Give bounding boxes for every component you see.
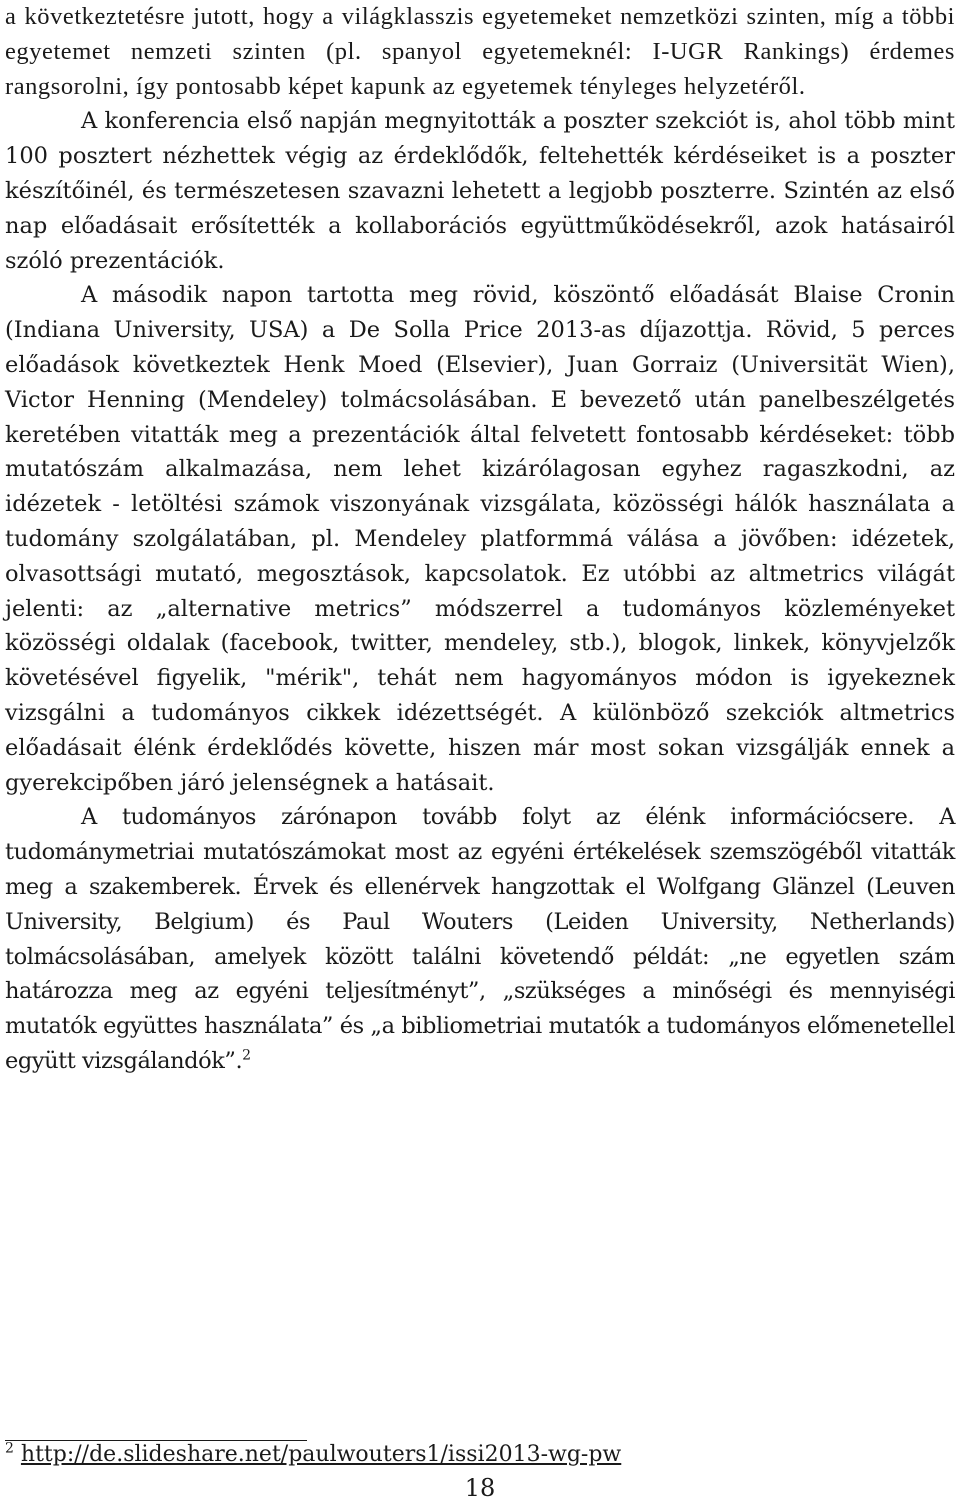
paragraph-4-text: A tudományos zárónapon tovább folyt az élénk információcsere. A tudománymetriai mutatószámokat most az egyéni értékelések szemszögéből vitatták meg a szakemberek. Érvek és ellenérvek hangzottak el Wolfgang Glänzel (Leuven University, Belgium) és Paul Wouters (Leiden University, Netherlands) tolmácsolásában, amelyek között találni követendő példát: „ne egyetlen szám határozza meg az egyéni teljesítményt”, „szükséges a minőségi és mennyiségi mutatók együttes használata” és „a bibliometriai mutatók a tudományos előmenetellel együtt vizsgálandók”. [5,804,955,1074]
footnote [5,1440,621,1470]
document-page [5,0,955,1079]
footnote-marker: 2 [5,1440,14,1457]
footnote-reference[interactable]: 2 [242,1047,251,1064]
paragraph-3: A második napon tartotta meg rövid, köszöntő előadását Blaise Cronin (Indiana University, USA) a De Solla Price 2013-as díjazottja. Rövid, 5 perces előadások következtek Henk Moed (Elsevier), Juan Gorraiz (Universität Wien), Victor Henning (Mendeley) tolmácsolásában. E bevezető után panelbeszélgetés keretében vitatták meg a prezentációk által felvetett fontosabb kérdéseket: több mutatószám alkalmazása, nem lehet kizárólagosan egyhez ragaszkodni, az idézetek - letöltési számok viszonyának vizsgálata, közösségi hálók használata a tudomány szolgálatában, pl. Mendeley platformmá válása a jövőben: idézetek, olvasottsági mutató, megosztások, kapcsolatok. Ez utóbbi az altmetrics világát jelenti: az „alternative metrics” módszerrel a tudományos közleményeket közösségi oldalak (facebook, twitter, mendeley, stb.), blogok, linkek, könyvjelzők követésével figyelik, "mérik", tehát nem hagyományos módon is igyekeznek vizsgálni a tudományos cikkek idézettségét. A különböző szekciók altmetrics előadásait élénk érdeklődés követte, hiszen már most sokan vizsgálják ennek a gyerekcipőben járó jelenségnek a hatásait. [5,282,955,796]
paragraph-1: a következtetésre jutott, hogy a világklasszis egyetemeket nemzetközi szinten, míg a többi egyetemet nemzeti szinten (pl. spanyol egyetemeknél: I-UGR Rankings) érdemes rangsorolni, így pontosabb képet kapunk az egyetemek tényleges helyzetéről. [5,3,955,100]
paragraph-2: A konferencia első napján megnyitották a poszter szekciót is, ahol több mint 100 posztert nézhettek végig az érdeklődők, feltehették kérdéseiket is a poszter készítőinél, és természetesen szavazni lehetett a legjobb poszterre. Szintén az első nap előadásait erősítették a kollaborációs együttműködésekről, azok hatásairól szóló prezentációk. [5,108,955,274]
paragraph-4 [5,800,955,1078]
footnote-link[interactable]: http://de.slideshare.net/paulwouters1/issi2013-wg-pw [20,1442,622,1467]
page-number: 18 [464,1474,496,1502]
